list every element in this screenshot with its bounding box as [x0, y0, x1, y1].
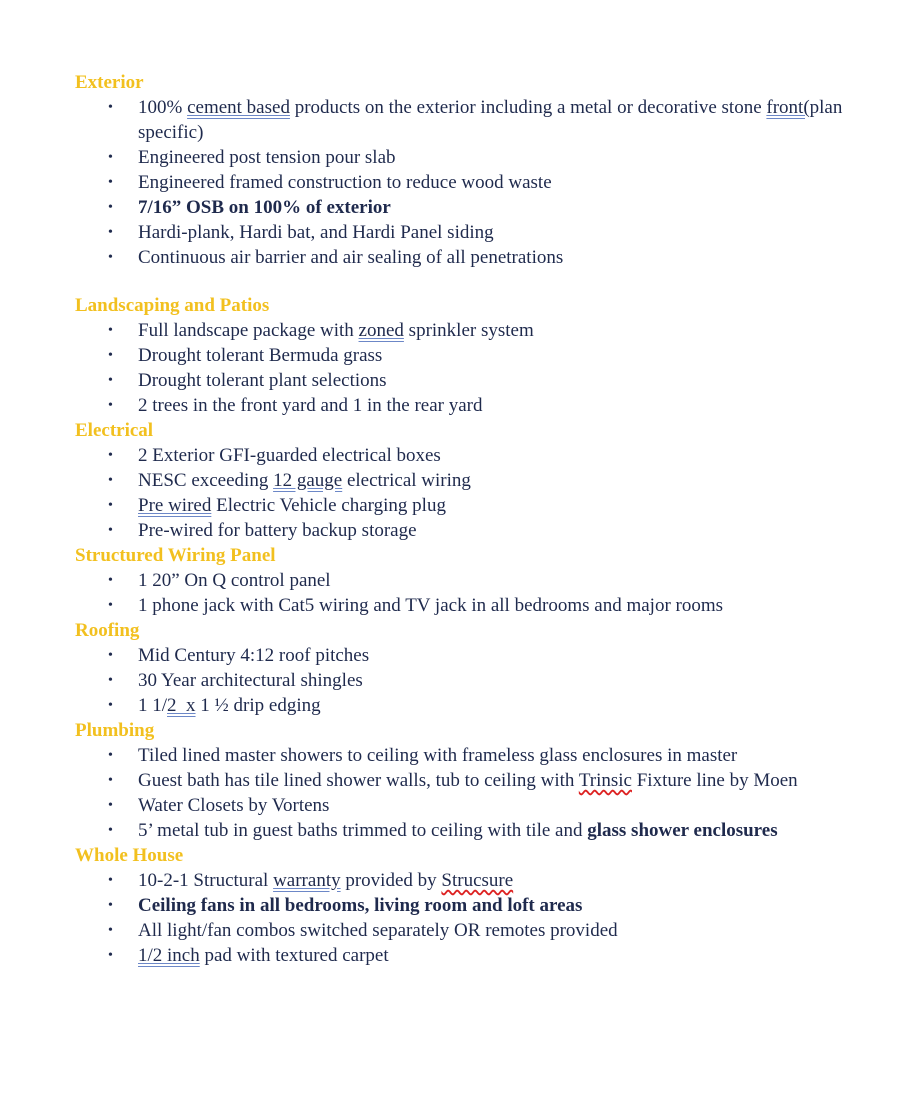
list-item — [0, 343, 916, 368]
item-text: 1 ½ drip edging — [195, 695, 321, 716]
list-item — [0, 220, 916, 245]
list-item — [0, 493, 916, 518]
item-text: 10-2-1 Structural — [138, 870, 274, 891]
bullet-icon: • — [108, 873, 113, 888]
electrical-list — [0, 443, 916, 543]
list-item — [0, 593, 916, 618]
spelling-flagged-text: Trinsic — [578, 770, 632, 791]
roofing-list — [0, 643, 916, 718]
bullet-icon: • — [108, 150, 113, 165]
grammar-flagged-text: 12 gauge — [273, 470, 343, 491]
spelling-flagged-text: Strucsure — [441, 870, 514, 891]
list-item — [0, 318, 916, 343]
item-text: 2 Exterior GFI-guarded electrical boxes — [138, 445, 441, 466]
landscaping-list — [0, 318, 916, 418]
bullet-icon: • — [108, 773, 113, 788]
item-text: products on the exterior including a metal or decorative stone — [289, 97, 767, 118]
bullet-icon: • — [108, 573, 113, 588]
item-text-bold: glass shower enclosures — [587, 820, 778, 841]
list-item — [0, 170, 916, 195]
bullet-icon: • — [108, 748, 113, 763]
list-item — [0, 468, 916, 493]
section-heading-exterior: Exterior — [75, 72, 144, 93]
section-heading-electrical: Electrical — [75, 420, 154, 441]
item-text: Engineered framed construction to reduce wood waste — [138, 172, 552, 193]
bullet-icon: • — [108, 498, 113, 513]
bullet-icon: • — [108, 648, 113, 663]
item-text: Guest bath has tile lined shower walls, tub to ceiling with — [138, 770, 579, 791]
list-item — [0, 643, 916, 668]
bullet-icon: • — [108, 200, 113, 215]
item-text: 5’ metal tub in guest baths trimmed to ceiling with tile and — [138, 820, 588, 841]
list-item — [0, 693, 916, 718]
bullet-icon: • — [108, 798, 113, 813]
item-text: 1 1/ — [138, 695, 168, 716]
item-text: pad with textured carpet — [199, 945, 389, 966]
document-page — [0, 70, 916, 968]
bullet-icon: • — [108, 175, 113, 190]
structured-wiring-list — [0, 568, 916, 618]
bullet-icon: • — [108, 598, 113, 613]
item-text: Mid Century 4:12 roof pitches — [138, 645, 370, 666]
bullet-icon: • — [108, 448, 113, 463]
list-item — [0, 95, 916, 145]
exterior-list — [0, 95, 916, 270]
list-item — [0, 145, 916, 170]
list-item — [0, 818, 916, 843]
list-item — [0, 443, 916, 468]
list-item — [0, 245, 916, 270]
item-text: sprinkler system — [403, 320, 534, 341]
bullet-icon: • — [108, 348, 113, 363]
bullet-icon: • — [108, 225, 113, 240]
list-item — [0, 793, 916, 818]
item-text: Fixture line by Moen — [631, 770, 798, 791]
item-text-bold: Ceiling fans in all bedrooms, living room and loft areas — [138, 895, 583, 916]
bullet-icon: • — [108, 398, 113, 413]
item-text: 2 trees in the front yard and 1 in the rear yard — [138, 395, 483, 416]
section-heading-whole-house: Whole House — [75, 845, 184, 866]
bullet-icon: • — [108, 323, 113, 338]
list-item — [0, 918, 916, 943]
grammar-flagged-text: front( — [766, 97, 810, 118]
list-item — [0, 868, 916, 893]
list-item — [0, 393, 916, 418]
bullet-icon: • — [108, 523, 113, 538]
section-heading-structured-wiring: Structured Wiring Panel — [75, 545, 276, 566]
bullet-icon: • — [108, 100, 113, 115]
item-text: 30 Year architectural shingles — [138, 670, 363, 691]
item-text-bold: 7/16” OSB on 100% of exterior — [138, 197, 391, 218]
bullet-icon: • — [108, 250, 113, 265]
item-text: Engineered post tension pour slab — [138, 147, 396, 168]
list-item — [0, 518, 916, 543]
grammar-flagged-text: warranty — [273, 870, 341, 891]
item-text: 100% — [138, 97, 188, 118]
list-item — [0, 893, 916, 918]
whole-house-list — [0, 868, 916, 968]
item-text: All light/fan combos switched separately OR remotes provided — [138, 920, 618, 941]
grammar-flagged-text: Pre wired — [138, 495, 212, 516]
bullet-icon: • — [108, 673, 113, 688]
item-text: 1 phone jack with Cat5 wiring and TV jack in all bedrooms and major rooms — [138, 595, 724, 616]
item-text: Continuous air barrier and air sealing of all penetrations — [138, 247, 564, 268]
list-item — [0, 768, 916, 793]
section-heading-roofing: Roofing — [75, 620, 140, 641]
bullet-icon: • — [108, 473, 113, 488]
item-text: Full landscape package with — [138, 320, 359, 341]
bullet-icon: • — [108, 373, 113, 388]
list-item — [0, 743, 916, 768]
item-text: Drought tolerant plant selections — [138, 370, 387, 391]
bullet-icon: • — [108, 823, 113, 838]
bullet-icon: • — [108, 698, 113, 713]
bullet-icon: • — [108, 898, 113, 913]
grammar-flagged-text: 1/2 inch — [138, 945, 200, 966]
grammar-flagged-text: cement based — [187, 97, 290, 118]
list-item — [0, 668, 916, 693]
bullet-icon: • — [108, 923, 113, 938]
item-text: Pre-wired for battery backup storage — [138, 520, 417, 541]
item-text: 1 20” On Q control panel — [138, 570, 331, 591]
plumbing-list — [0, 743, 916, 843]
item-text: Hardi-plank, Hardi bat, and Hardi Panel siding — [138, 222, 494, 243]
item-text: electrical wiring — [342, 470, 471, 491]
item-text: NESC exceeding — [138, 470, 274, 491]
item-text: Tiled lined master showers to ceiling with frameless glass enclosures in master — [138, 745, 738, 766]
bullet-icon: • — [108, 948, 113, 963]
list-item — [0, 568, 916, 593]
list-item — [0, 368, 916, 393]
item-text: provided by — [340, 870, 442, 891]
grammar-flagged-text: zoned — [358, 320, 404, 341]
section-heading-plumbing: Plumbing — [75, 720, 155, 741]
list-item — [0, 943, 916, 968]
item-text: Water Closets by Vortens — [138, 795, 330, 816]
grammar-flagged-text: 2 x — [167, 695, 196, 716]
item-text: Drought tolerant Bermuda grass — [138, 345, 383, 366]
section-heading-landscaping: Landscaping and Patios — [75, 295, 270, 316]
item-text: Electric Vehicle charging plug — [211, 495, 446, 516]
blank-line — [0, 270, 916, 293]
list-item — [0, 195, 916, 220]
item-text: plan specific) — [138, 97, 843, 143]
